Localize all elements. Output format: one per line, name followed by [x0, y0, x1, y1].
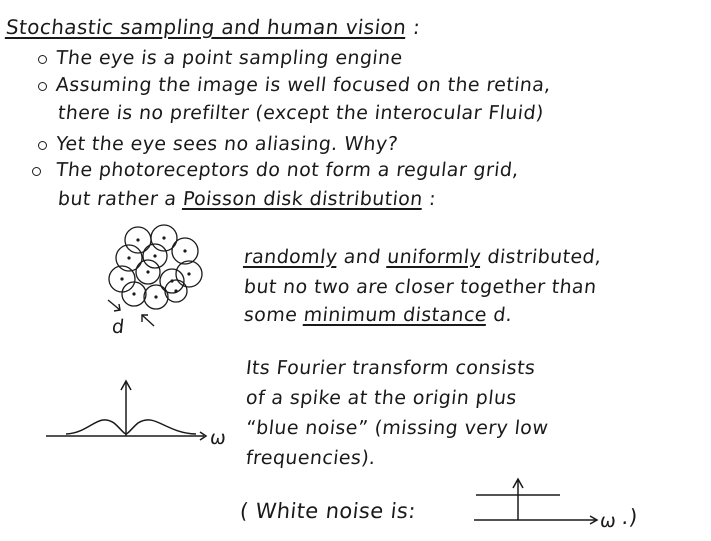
bullet-2-line-1: Assuming the image is well focused on the retina, — [54, 74, 552, 96]
white-noise-omega-label: ω — [598, 510, 618, 532]
poisson-line-2: but no two are closer together than — [242, 276, 598, 298]
fourier-line-1: Its Fourier transform consists — [244, 357, 537, 379]
white-noise-text: ( White noise is: — [238, 499, 418, 523]
term-uniformly: uniformly — [386, 246, 483, 268]
bullet-3-text: Yet the eye sees no aliasing. Why? — [54, 133, 400, 155]
bullet-1-text: The eye is a point sampling engine — [54, 47, 404, 69]
distance-label: d — [110, 316, 126, 338]
bullet-4-colon: : — [428, 188, 438, 210]
poisson-disk-term: Poisson disk distribution — [181, 188, 424, 210]
fourier-line-3: “blue noise” (missing very low — [244, 417, 550, 439]
word-d: d. — [492, 304, 514, 326]
term-minimum-distance: minimum distance — [302, 304, 489, 326]
word-and: and — [342, 246, 382, 268]
fourier-line-2: of a spike at the origin plus — [244, 387, 518, 409]
title-colon: : — [411, 15, 422, 39]
term-randomly: randomly — [242, 246, 339, 268]
fourier-line-4: frequencies). — [244, 447, 377, 469]
bullet-2-line-2: there is no prefilter (except the interocular Fluid) — [56, 102, 545, 124]
bullet-4-line-1: The photoreceptors do not form a regular grid, — [54, 159, 520, 181]
omega-axis-label: ω — [208, 427, 228, 449]
white-noise-close: .) — [620, 505, 639, 529]
bullet-4-prefix: but rather a — [56, 188, 178, 210]
word-distributed: distributed, — [486, 246, 603, 268]
word-some: some — [242, 304, 299, 326]
title-text: Stochastic sampling and human vision — [4, 15, 408, 39]
